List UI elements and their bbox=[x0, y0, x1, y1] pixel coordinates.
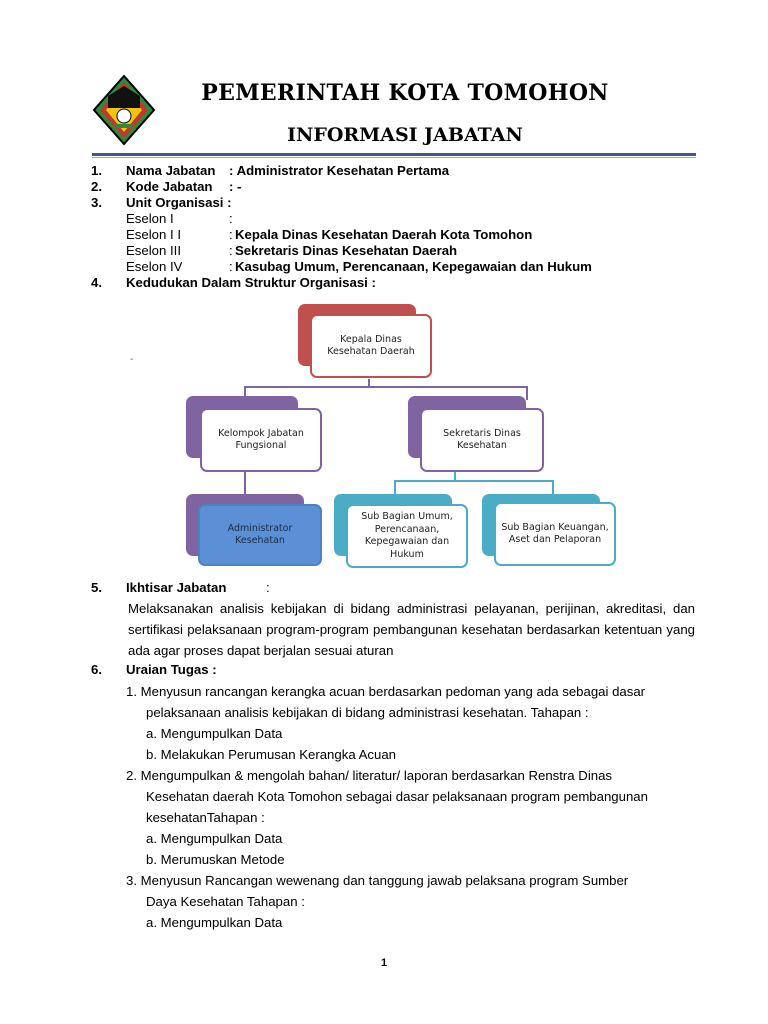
uraian-tugas-label: Uraian Tugas : bbox=[126, 662, 217, 677]
task-2-step-b: b. Merumuskan Metode bbox=[146, 852, 285, 867]
connector-line bbox=[394, 480, 396, 494]
stray-mark: - bbox=[130, 354, 134, 365]
task-1-continuation: pelaksanaan analisis kebijakan di bidang administrasi kesehatan. Tahapan : bbox=[146, 705, 589, 720]
eselon-value: Kasubag Umum, Perencanaan, Kepegawaian dan Hukum bbox=[235, 259, 592, 274]
task-2-continuation: Kesehatan daerah Kota Tomohon sebagai dasar pelaksanaan program pembangunan bbox=[146, 789, 648, 804]
item-number-3: 3. bbox=[91, 195, 102, 210]
kedudukan-label: Kedudukan Dalam Struktur Organisasi : bbox=[126, 275, 376, 290]
task-list bbox=[126, 681, 695, 933]
task-2: 2. Mengumpulkan & mengolah bahan/ literatur/ laporan berdasarkan Renstra Dinas bbox=[126, 768, 613, 783]
task-2-step-a: a. Mengumpulkan Data bbox=[146, 831, 283, 846]
org-box-kepala-dinas: Kepala Dinas Kesehatan Daerah bbox=[310, 314, 432, 378]
item-number-1: 1. bbox=[91, 163, 102, 178]
header-divider bbox=[92, 153, 696, 156]
connector-line bbox=[526, 386, 528, 400]
connector-line bbox=[454, 472, 456, 480]
ikhtisar-text bbox=[128, 598, 695, 661]
item-number-6: 6. bbox=[91, 662, 102, 677]
connector-line bbox=[244, 386, 528, 388]
eselon-label: Eselon III bbox=[126, 243, 181, 258]
unit-organisasi-label: Unit Organisasi : bbox=[126, 195, 232, 210]
nama-jabatan-label: Nama Jabatan bbox=[126, 163, 216, 178]
eselon-colon: : bbox=[229, 243, 233, 258]
org-box-kelompok-fungsional: Kelompok Jabatan Fungsional bbox=[200, 408, 322, 472]
eselon-colon: : bbox=[229, 227, 233, 242]
eselon-label: Eselon IV bbox=[126, 259, 183, 274]
org-box-sekretaris: Sekretaris Dinas Kesehatan bbox=[420, 408, 544, 472]
org-box-administrator: Administrator Kesehatan bbox=[198, 504, 322, 566]
kode-jabatan-value: : - bbox=[229, 179, 242, 194]
nama-jabatan-value: : Administrator Kesehatan Pertama bbox=[229, 163, 450, 178]
eselon-label: Eselon I I bbox=[126, 227, 181, 242]
task-3-continuation: Daya Kesehatan Tahapan : bbox=[146, 894, 305, 909]
ikhtisar-paragraph: Melaksanakan analisis kebijakan di bidang administrasi pelayanan, perijinan, akreditasi, dan sertifikasi pelaksanaan program-program pembangunan kesehatan berdasarkan ketentuan yang ada agar proses dapat berjalan sesuai aturan bbox=[128, 601, 695, 658]
item-number-5: 5. bbox=[91, 580, 102, 595]
ikhtisar-label: Ikhtisar Jabatan bbox=[126, 580, 227, 595]
org-chart bbox=[186, 304, 622, 566]
connector-line bbox=[394, 480, 554, 482]
tomohon-emblem-logo bbox=[92, 74, 156, 146]
eselon-value: Sekretaris Dinas Kesehatan Daerah bbox=[235, 243, 458, 258]
item-number-4: 4. bbox=[91, 275, 102, 290]
task-1-step-a: a. Mengumpulkan Data bbox=[146, 726, 283, 741]
ikhtisar-colon: : bbox=[266, 580, 270, 595]
document-subtitle: INFORMASI JABATAN bbox=[287, 124, 523, 146]
connector-line bbox=[552, 480, 554, 494]
kode-jabatan-label: Kode Jabatan bbox=[126, 179, 213, 194]
eselon-colon: : bbox=[229, 259, 233, 274]
task-3: 3. Menyusun Rancangan wewenang dan tanggung jawab pelaksana program Sumber bbox=[126, 873, 629, 888]
eselon-colon: : bbox=[229, 211, 233, 226]
org-box-subbag-keuangan: Sub Bagian Keuangan, Aset dan Pelaporan bbox=[494, 502, 616, 566]
item-number-2: 2. bbox=[91, 179, 102, 194]
task-1-step-b: b. Melakukan Perumusan Kerangka Acuan bbox=[146, 747, 396, 762]
document-title: PEMERINTAH KOTA TOMOHON bbox=[201, 80, 609, 106]
org-box-subbag-umum: Sub Bagian Umum, Perencanaan, Kepegawaian dan Hukum bbox=[346, 504, 468, 568]
task-2-continuation-2: kesehatanTahapan : bbox=[146, 810, 265, 825]
connector-line bbox=[244, 472, 246, 494]
eselon-label: Eselon I bbox=[126, 211, 174, 226]
header-divider-thin bbox=[92, 157, 696, 158]
eselon-value: Kepala Dinas Kesehatan Daerah Kota Tomohon bbox=[235, 227, 533, 242]
page-number: 1 bbox=[380, 957, 388, 969]
task-1: 1. Menyusun rancangan kerangka acuan berdasarkan pedoman yang ada sebagai dasar bbox=[126, 684, 646, 699]
task-3-step-a: a. Mengumpulkan Data bbox=[146, 915, 283, 930]
